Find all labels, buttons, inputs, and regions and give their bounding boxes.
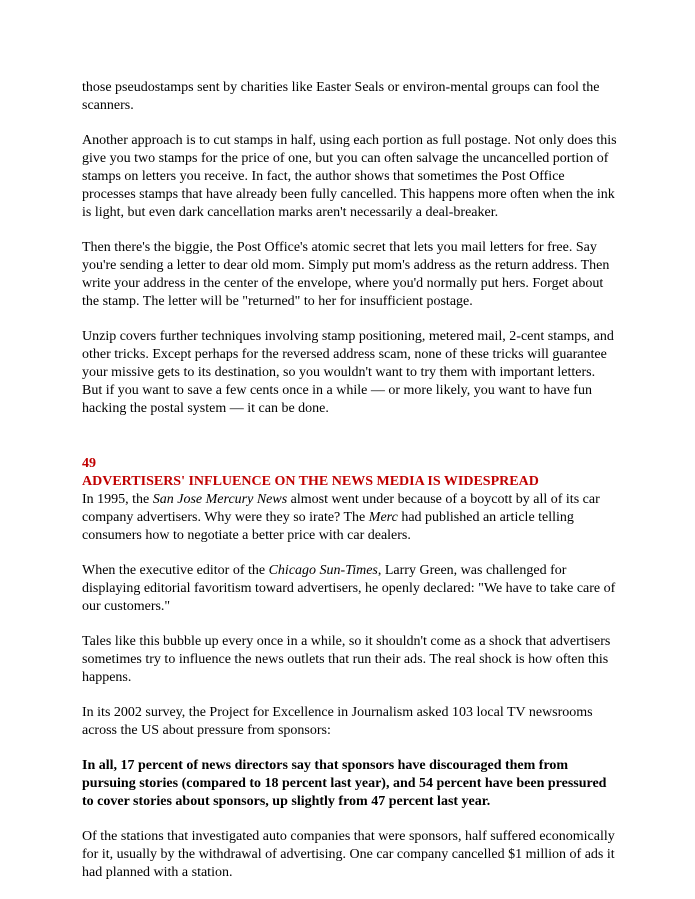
newspaper-name: Chicago Sun-Times [268,563,378,578]
paragraph-stamp-scanners: those pseudostamps sent by charities like Easter Seals or environ-mental groups can fool the scanners. [82,80,600,113]
paragraph-unzip-techniques: Unzip covers further techniques involving stamp positioning, metered mail, 2-cent stamps, and other tricks. Except perhaps for the reversed address scam, none of these tricks will guarantee your missive gets to its destination, so you wouldn't want to try them with important letters. But if you want to save a few cents once in a while — or more likely, you want to have fun hacking the postal system — it can be done. [82,329,614,416]
paragraph-sun-times: When the executive editor of the Chicago Sun-Times, Larry Green, was challenged for displaying editorial favoritism toward advertisers, he openly declared: "We have to take care of our customers." [82,563,616,614]
paragraph-survey-intro: In its 2002 survey, the Project for Excellence in Journalism asked 103 local TV newsrooms across the US about pressure from sponsors: [82,705,593,738]
survey-quote: In all, 17 percent of news directors say that sponsors have discouraged them from pursuing stories (compared to 18 percent last year), and 54 percent have been pressured to cover stories about sponsors, up slightly from 47 percent last year. [82,758,607,809]
paragraph-free-mail: Then there's the biggie, the Post Office's atomic secret that lets you mail letters for free. Say you're sending a letter to dear old mom. Simply put mom's address as the return address. Then write your address in the center of the envelope, where you'd normally put hers. Forget about the stamp. The letter will be "returned" to her for insufficient postage. [82,240,610,309]
section-number: 49 [82,456,96,471]
paragraph-advertiser-influence: Tales like this bubble up every once in a while, so it shouldn't come as a shock that advertisers sometimes try to influence the news outlets that run their ads. The real shock is how often this happens. [82,634,611,685]
paragraph-mercury-news: In 1995, the San Jose Mercury News almost went under because of a boycott by all of its car company advertisers. Why were they so irate? The Merc had published an article telling consumers how to negotiate a better price with car dealers. [82,492,600,543]
paragraph-cut-stamps: Another approach is to cut stamps in half, using each portion as full postage. Not only does this give you two stamps for the price of one, but you can often salvage the uncancelled portion of stamps on letters you receive. In fact, the author shows that sometimes the Post Office processes stamps that have already been fully cancelled. This happens more often when the ink is light, but even dark cancellation marks aren't necessarily a deal-breaker. [82,133,617,220]
newspaper-name: San Jose Mercury News [152,492,288,507]
document-page [82,79,617,899]
newspaper-short-name: Merc [368,510,398,525]
paragraph-auto-companies: Of the stations that investigated auto companies that were sponsors, half suffered economically for it, usually by the withdrawal of advertising. One car company cancelled $1 million of ads it had planned with a station. [82,829,615,880]
section-title: ADVERTISERS' INFLUENCE ON THE NEWS MEDIA IS WIDESPREAD [82,474,539,489]
